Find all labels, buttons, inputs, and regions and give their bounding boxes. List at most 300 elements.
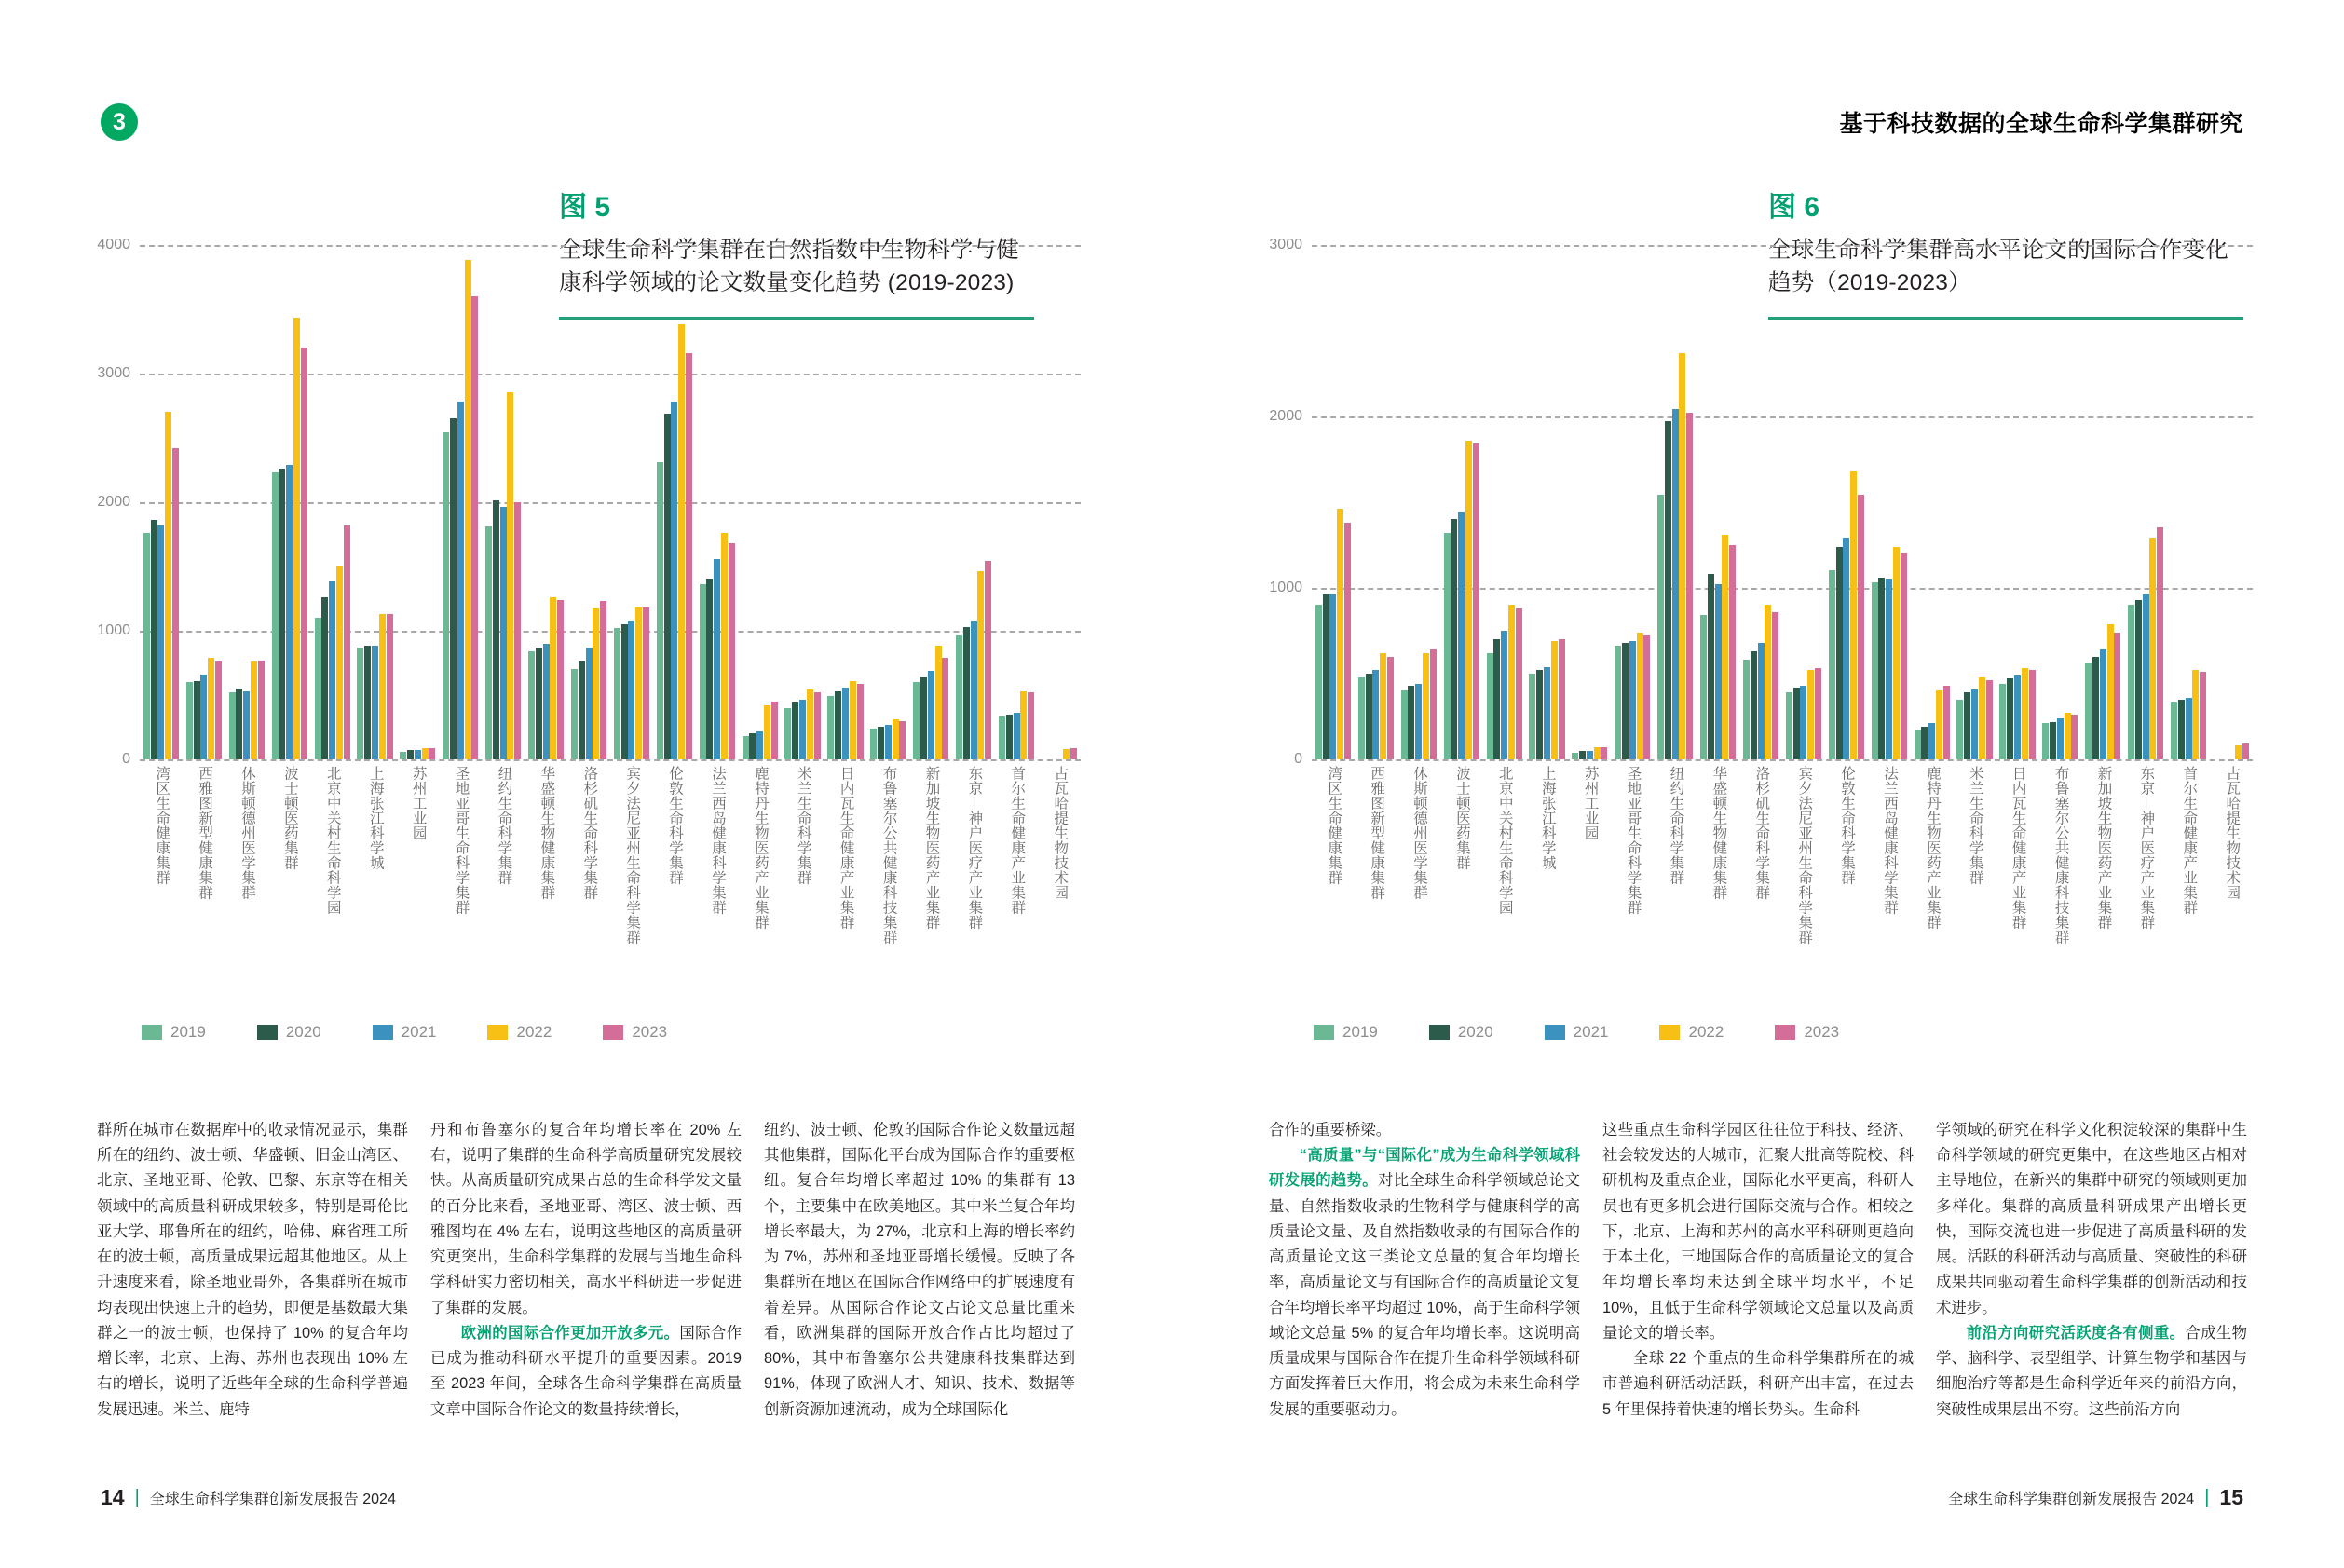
bar xyxy=(372,646,378,759)
legend-label: 2019 xyxy=(1342,1023,1378,1041)
bar xyxy=(243,691,250,759)
legend-label: 2020 xyxy=(285,1023,321,1041)
x-axis-label: 北京中关村生命科学园 xyxy=(1496,766,1513,915)
paragraph: 全球 22 个重点的生命科学集群所在的城市普遍科研活动活跃，科研产出丰富，在过去 5 年里保持着快速的增长势头。生命科 xyxy=(1602,1350,1914,1418)
x-axis-label: 波士顿医药集群 xyxy=(281,766,298,870)
bar xyxy=(827,696,834,759)
bar xyxy=(1529,674,1535,759)
bar-group xyxy=(909,219,952,759)
bar xyxy=(1886,579,1892,759)
bar xyxy=(1594,747,1601,759)
bar xyxy=(208,658,214,759)
bar xyxy=(1715,584,1722,759)
bar xyxy=(151,520,157,759)
bar xyxy=(870,729,877,759)
footer-separator: | xyxy=(134,1487,140,1507)
x-axis-label: 上海张江科学城 xyxy=(367,766,384,870)
bar xyxy=(1465,441,1472,759)
bar xyxy=(157,525,164,759)
bar xyxy=(1807,670,1814,759)
bar xyxy=(2135,600,2142,759)
bar xyxy=(1629,641,1636,759)
y-axis-tick: 4000 xyxy=(97,236,130,252)
bar xyxy=(913,682,920,759)
bar xyxy=(1751,651,1757,759)
bar-groups xyxy=(140,219,1081,759)
bar xyxy=(1999,684,2006,759)
bar xyxy=(963,627,970,759)
bar xyxy=(764,705,770,759)
bar xyxy=(756,731,763,759)
x-axis-label: 华盛顿生物健康集群 xyxy=(538,766,555,900)
figure-5-x-axis-labels xyxy=(140,766,1081,945)
bar xyxy=(1344,523,1351,759)
highlight-text: 欧洲的国际合作更加开放多元。 xyxy=(460,1324,680,1342)
bar-group xyxy=(525,219,567,759)
bar xyxy=(2107,624,2114,759)
bar xyxy=(1921,727,1928,759)
bar xyxy=(2200,672,2206,759)
bar xyxy=(1028,692,1034,759)
bar-group xyxy=(2167,219,2210,759)
bar xyxy=(258,661,265,759)
bar xyxy=(784,708,791,759)
bar xyxy=(1979,677,1985,759)
y-axis-tick: 0 xyxy=(122,751,130,767)
bar-group xyxy=(183,219,225,759)
bar xyxy=(443,432,449,759)
x-axis-label: 休斯顿德州医学集群 xyxy=(1410,766,1427,900)
bar xyxy=(1601,747,1607,759)
bar xyxy=(301,348,307,759)
x-axis-label: 西雅图新型健康集群 xyxy=(1369,766,1385,900)
bar xyxy=(885,725,892,759)
legend-item xyxy=(487,1023,552,1042)
legend-label: 2021 xyxy=(1573,1023,1609,1041)
bar xyxy=(2085,663,2092,759)
y-axis-tick: 1000 xyxy=(1269,579,1302,595)
x-axis-label: 日内瓦生命健康产业集群 xyxy=(838,766,854,930)
bar-group xyxy=(866,219,909,759)
bar xyxy=(2092,657,2099,759)
paragraph-highlight xyxy=(1936,1321,2247,1423)
legend-swatch xyxy=(1545,1025,1565,1040)
bar-group xyxy=(268,219,311,759)
bar xyxy=(1637,633,1643,759)
bar xyxy=(1858,495,1864,759)
bar xyxy=(721,533,728,759)
bar-group xyxy=(1611,219,1654,759)
x-axis-label: 伦敦生命科学集群 xyxy=(1839,766,1856,885)
legend-item xyxy=(1659,1023,1724,1042)
bar xyxy=(2149,538,2156,759)
bar xyxy=(2007,678,2013,759)
text-column-1 xyxy=(1269,1118,1580,1423)
bar xyxy=(1901,553,1907,759)
legend-label: 2022 xyxy=(1688,1023,1724,1041)
bar-group xyxy=(995,219,1038,759)
bar xyxy=(792,702,798,759)
bar-group xyxy=(1397,219,1440,759)
figure-6-x-axis-labels xyxy=(1312,766,2253,945)
x-axis-label: 日内瓦生命健康产业集群 xyxy=(2010,766,2026,930)
bar xyxy=(272,472,279,759)
bar xyxy=(1020,691,1027,759)
bar xyxy=(315,618,321,759)
x-axis-label: 洛杉矶生命科学集群 xyxy=(1753,766,1770,900)
page-right xyxy=(1172,0,2344,1568)
x-axis-label: 苏州工业园 xyxy=(410,766,427,840)
x-axis-label: 纽约生命科学集群 xyxy=(496,766,512,885)
bar xyxy=(1800,686,1806,759)
x-axis-label: 苏州工业园 xyxy=(1582,766,1599,840)
bar-group xyxy=(225,219,268,759)
bar xyxy=(985,561,991,759)
bar xyxy=(1358,677,1365,759)
bar xyxy=(635,607,642,759)
x-axis-label: 法兰西岛健康科学集群 xyxy=(1881,766,1898,915)
paragraph-body: 合成生物学、脑科学、表型组学、计算生物学和基因与细胞治疗等都是生命科学近年来的前沿方向，突破性成果层出不穷。这些前沿方向 xyxy=(1936,1324,2248,1418)
bar xyxy=(971,621,977,759)
x-axis-label: 东京—神户医疗产业集群 xyxy=(966,766,983,930)
bar xyxy=(1758,643,1765,759)
highlight-text: “高质量”与“国际化”成为生命科学领域科研发展的趋势。 xyxy=(1269,1147,1580,1190)
bar xyxy=(1430,649,1437,759)
bar xyxy=(1843,538,1849,759)
bar-group xyxy=(1568,219,1611,759)
paragraph-body: 国际合作已成为推动科研水平提升的重要因素。2019 至 2023 年间，全球各生命科学集群在高质量文章中国际合作论文的数量持续增长， xyxy=(430,1324,743,1418)
text-column-3 xyxy=(1936,1118,2247,1423)
gridline xyxy=(140,759,1081,761)
bar xyxy=(1878,578,1885,759)
bar xyxy=(1401,690,1408,759)
x-axis-label: 西雅图新型健康集群 xyxy=(197,766,213,900)
bar xyxy=(1487,653,1493,759)
bar xyxy=(557,600,564,759)
bar xyxy=(550,597,556,759)
bar xyxy=(614,628,620,759)
bar xyxy=(1743,660,1750,759)
legend-swatch xyxy=(1429,1025,1450,1040)
bar-group xyxy=(1996,219,2039,759)
bar-group xyxy=(610,219,653,759)
text-column-2 xyxy=(1602,1118,1914,1423)
bar xyxy=(2022,668,2028,759)
figure-6-title: 全球生命科学集群高水平论文的国际合作变化趋势（2019-2023） xyxy=(1768,238,2228,295)
page-number: 15 xyxy=(2219,1485,2243,1509)
bar xyxy=(1063,749,1070,759)
bar xyxy=(2057,718,2064,759)
bar xyxy=(814,692,821,759)
bar xyxy=(2186,698,2192,759)
bar-group xyxy=(1526,219,1569,759)
bar-group xyxy=(1911,219,1954,759)
bar xyxy=(1501,631,1507,759)
bar-group xyxy=(2038,219,2081,759)
bar-group xyxy=(2124,219,2167,759)
bar xyxy=(279,469,285,759)
legend-item xyxy=(142,1023,206,1042)
figure-6-chart xyxy=(1269,219,2253,767)
bar xyxy=(2178,700,2185,759)
bar-group xyxy=(354,219,397,759)
x-axis-label: 宾夕法尼亚州生命科学集群 xyxy=(1796,766,1813,945)
footer-text: 全球生命科学集群创新发展报告 2024 xyxy=(149,1492,396,1507)
bar xyxy=(2192,670,2199,759)
bar-group xyxy=(2210,219,2253,759)
legend-swatch xyxy=(1314,1025,1334,1040)
legend-swatch xyxy=(1659,1025,1680,1040)
legend-label: 2020 xyxy=(1457,1023,1493,1041)
bar xyxy=(857,684,864,759)
bar xyxy=(678,324,685,759)
x-axis-label: 布鲁塞尔公共健康科技集群 xyxy=(2052,766,2069,945)
paragraph: 群所在城市在数据库中的收录情况显示，集群所在的纽约、波士顿、华盛顿、旧金山湾区、北京、圣地亚哥、伦敦、巴黎、东京等在相关领域中的高质量科研成果较多，特别是哥伦比亚大学、耶鲁所在的纽约，哈佛、麻省理工所在的波士顿，高质量成果远超其他地区。从上升速度来看，除圣地亚哥外，各集群所在城市均表现出快速上升的趋势，即便是基数最大集群之一的波士顿，也保持了 10% 的复合年均增长率，北京、上海、苏州也表现出 10% 左右的增长，说明了近些年全球的生命科学普遍发展迅速。米兰、鹿特 xyxy=(97,1122,408,1418)
bar xyxy=(2171,702,2177,759)
bar xyxy=(2050,722,2056,760)
bar xyxy=(1536,670,1543,759)
legend-item xyxy=(603,1023,667,1042)
bar xyxy=(2029,670,2036,759)
x-axis-label: 首尔生命健康产业集群 xyxy=(2181,766,2198,915)
legend-label: 2019 xyxy=(170,1023,206,1041)
bar-group xyxy=(782,219,824,759)
bar xyxy=(1380,653,1386,759)
bar xyxy=(172,448,179,759)
bar-group xyxy=(1825,219,1868,759)
bar xyxy=(364,646,371,759)
bar xyxy=(1686,413,1693,759)
bar-group xyxy=(1868,219,1911,759)
bar xyxy=(336,566,343,759)
bar xyxy=(2014,675,2021,759)
bar-group xyxy=(311,219,354,759)
legend-label: 2023 xyxy=(1804,1023,1840,1041)
bar xyxy=(1315,605,1322,759)
bar xyxy=(536,648,542,759)
bar xyxy=(1643,635,1650,759)
bar xyxy=(1451,519,1457,759)
bar xyxy=(771,702,778,759)
y-axis-tick: 3000 xyxy=(97,364,130,381)
legend-swatch xyxy=(373,1025,393,1040)
bar xyxy=(1893,547,1900,759)
bar xyxy=(500,507,507,759)
x-axis-label: 北京中关村生命科学园 xyxy=(324,766,341,915)
bar xyxy=(2235,745,2242,759)
bar xyxy=(1679,353,1685,759)
x-axis-label: 圣地亚哥生命科学集群 xyxy=(1625,766,1642,915)
x-axis-label: 古瓦哈提生物技术园 xyxy=(1052,766,1069,900)
bar-group xyxy=(696,219,739,759)
x-axis-label: 首尔生命健康产业集群 xyxy=(1009,766,1026,915)
legend-swatch xyxy=(1775,1025,1795,1040)
bar xyxy=(1657,495,1664,759)
bar xyxy=(628,621,634,759)
bar xyxy=(878,727,884,759)
bar xyxy=(215,661,222,759)
y-axis-tick: 2000 xyxy=(97,493,130,510)
text-column-1 xyxy=(97,1118,408,1423)
bar xyxy=(1708,574,1714,759)
bar xyxy=(2100,649,2106,759)
bar xyxy=(514,502,521,759)
figure-6-legend xyxy=(1314,1023,1890,1042)
bar xyxy=(899,721,906,759)
legend-item xyxy=(1775,1023,1839,1042)
bar xyxy=(935,646,942,759)
bar xyxy=(1493,639,1500,759)
legend-label: 2021 xyxy=(401,1023,437,1041)
bar-group xyxy=(567,219,610,759)
bar xyxy=(507,392,513,759)
bar xyxy=(1006,715,1013,759)
bar xyxy=(571,669,578,759)
bar xyxy=(407,750,414,759)
bar xyxy=(2157,527,2163,759)
bar xyxy=(329,581,335,759)
bar xyxy=(1387,657,1394,759)
bar xyxy=(743,736,749,759)
bar xyxy=(1765,605,1771,759)
bar xyxy=(1323,594,1329,759)
bar xyxy=(1622,643,1629,759)
bar-group xyxy=(1697,219,1739,759)
x-axis-label: 洛杉矶生命科学集群 xyxy=(581,766,598,900)
bar xyxy=(1572,753,1578,759)
bar xyxy=(251,661,257,759)
bar xyxy=(1415,684,1422,759)
bar-group xyxy=(1355,219,1397,759)
bar-group xyxy=(1038,219,1081,759)
bar xyxy=(2114,633,2120,759)
bar xyxy=(807,689,813,759)
paragraph-highlight xyxy=(1269,1143,1580,1423)
bar xyxy=(1408,686,1414,759)
legend-swatch xyxy=(257,1025,278,1040)
bar xyxy=(415,750,421,759)
x-axis-label: 新加坡生物医药产业集群 xyxy=(2095,766,2112,930)
x-axis-label: 波士顿医药集群 xyxy=(1453,766,1470,870)
bar xyxy=(286,465,293,759)
bar xyxy=(1928,723,1935,759)
bar xyxy=(920,677,927,759)
bar-group xyxy=(1440,219,1483,759)
bar xyxy=(2143,594,2149,759)
bar xyxy=(842,688,849,759)
bar xyxy=(586,648,593,759)
bar xyxy=(400,752,406,759)
text-column-2 xyxy=(430,1118,742,1423)
x-axis-label: 湾区生命健康集群 xyxy=(1326,766,1342,885)
bar xyxy=(1729,545,1736,759)
legend-swatch xyxy=(487,1025,508,1040)
paragraph: 纽约、波士顿、伦敦的国际合作论文数量远超其他集群，国际化平台成为国际合作的重要枢纽。复合年均增长率超过 10% 的集群有 13 个，主要集中在欧美地区。其中米兰复合年均增长率最大，为 27%，北京和上海的增长率约为 7%，苏州和圣地亚哥增长缓慢。反映了各集群所在地区在国际合作网络中的扩展速度有着差异。从国际合作论文占论文总量比重来看，欧洲集群的国际开放合作占比均超过了 80%，其中布鲁塞尔公共健康科技集群达到 91%，体现了欧洲人才、知识、技术、数据等创新资源加速流动，成为全球国际化 xyxy=(764,1122,1075,1418)
bar xyxy=(1786,692,1792,759)
bar xyxy=(1836,547,1843,759)
bar xyxy=(485,526,492,759)
bar xyxy=(1936,690,1942,759)
paragraph-highlight xyxy=(430,1321,742,1423)
x-axis-label: 古瓦哈提生物技术园 xyxy=(2224,766,2241,900)
bar xyxy=(1366,674,1372,759)
figure-6-number: 图 6 xyxy=(1768,192,1820,223)
bar xyxy=(186,682,193,759)
paragraph: 丹和布鲁塞尔的复合年均增长率在 20% 左右，说明了集群的生命科学高质量研究发展较快。从高质量研究成果占总的生命科学发文量的百分比来看，圣地亚哥、湾区、波士顿、西雅图均在 4% 左右，说明这些地区的高质量研究更突出，生命科学集群的发展与当地生命科学科研实力密切相关，高水平科研进一步促进了集群的发展。 xyxy=(430,1122,742,1316)
legend-swatch xyxy=(142,1025,162,1040)
x-axis-label: 东京—神户医疗产业集群 xyxy=(2138,766,2155,930)
bar xyxy=(835,691,841,759)
bar xyxy=(2042,723,2049,759)
y-axis-tick: 3000 xyxy=(1269,236,1302,252)
legend-item xyxy=(1314,1023,1378,1042)
bar-groups xyxy=(1312,219,2253,759)
bar xyxy=(1587,751,1593,759)
x-axis-label: 布鲁塞尔公共健康科技集群 xyxy=(880,766,897,945)
x-axis-label: 新加坡生物医药产业集群 xyxy=(923,766,940,930)
bar-group xyxy=(482,219,525,759)
bar xyxy=(1423,653,1429,759)
bar xyxy=(1544,667,1550,759)
bar-group xyxy=(1312,219,1355,759)
bar-group xyxy=(653,219,696,759)
bar xyxy=(1551,641,1558,759)
footer-separator: | xyxy=(2204,1487,2210,1507)
bar xyxy=(1772,612,1778,759)
bar xyxy=(850,681,856,759)
bar xyxy=(1508,605,1515,759)
bar xyxy=(1665,421,1671,759)
x-axis-label: 休斯顿德州医学集群 xyxy=(238,766,255,900)
bar xyxy=(1722,535,1728,759)
right-page-text-columns xyxy=(1269,1118,2247,1423)
footer-left xyxy=(101,1485,396,1510)
bar xyxy=(1559,639,1565,759)
x-axis-label: 米兰生命科学集群 xyxy=(795,766,811,885)
bar xyxy=(1956,700,1963,759)
figure-5-legend xyxy=(142,1023,718,1042)
bar xyxy=(1971,689,1978,759)
bar-group xyxy=(439,219,482,759)
bar xyxy=(2128,605,2134,759)
highlight-text: 前沿方向研究活跃度各有侧重。 xyxy=(1966,1324,2186,1342)
bar xyxy=(1829,570,1835,759)
y-axis-tick: 2000 xyxy=(1269,407,1302,424)
footer-right xyxy=(1948,1485,2243,1510)
bar xyxy=(729,543,735,759)
bar-group xyxy=(1954,219,1996,759)
x-axis-label: 圣地亚哥生命科学集群 xyxy=(453,766,470,915)
legend-label: 2023 xyxy=(632,1023,668,1041)
x-axis-label: 上海张江科学城 xyxy=(1539,766,1556,870)
x-axis-label: 湾区生命健康集群 xyxy=(154,766,170,885)
bar xyxy=(379,614,386,759)
bar xyxy=(450,418,457,759)
bar xyxy=(1579,751,1586,759)
bar-group xyxy=(1739,219,1782,759)
bar xyxy=(1014,713,1020,759)
bar-group xyxy=(396,219,439,759)
bar xyxy=(387,614,393,759)
bar xyxy=(643,607,649,759)
bar xyxy=(1070,748,1077,759)
bar xyxy=(749,733,756,759)
bar xyxy=(700,584,706,759)
bar xyxy=(956,635,962,759)
bar-group xyxy=(1782,219,1825,759)
bar xyxy=(194,681,200,759)
bar xyxy=(1986,680,1993,759)
